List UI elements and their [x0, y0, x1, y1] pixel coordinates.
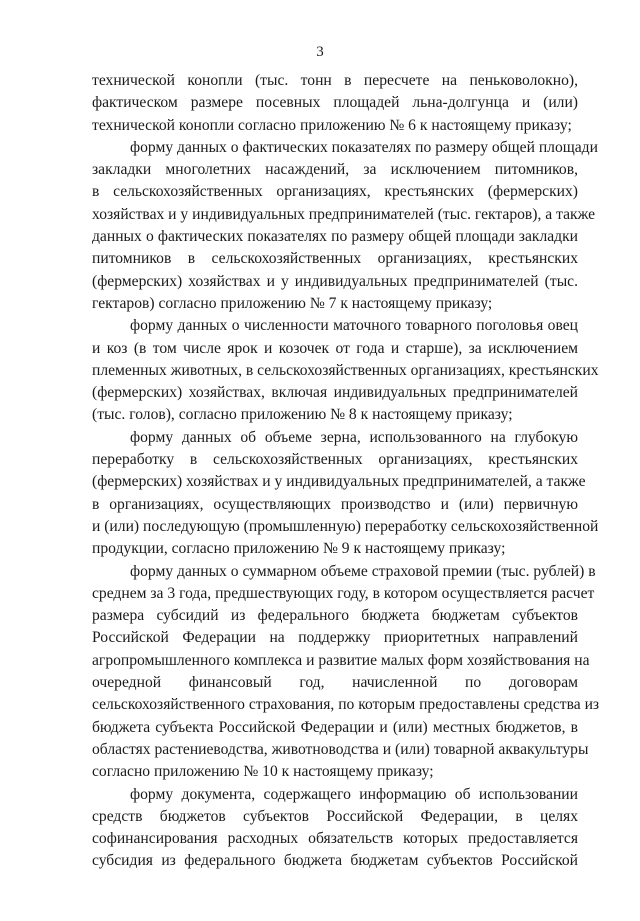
text-line: согласно приложению № 10 к настоящему приказу; — [92, 763, 434, 781]
text-line: хозяйствах и у индивидуальных предпринимателей (тыс. гектаров), а также — [92, 205, 596, 223]
text-line: данных о фактических показателях по размеру общей площади закладки — [92, 228, 578, 246]
text-line: (фермерских) хозяйствах и у индивидуальных предпринимателей, а также — [92, 473, 586, 491]
text-line: бюджета субъекта Российской Федерации и (или) местных бюджетов, в — [92, 718, 578, 736]
text-line: очередной финансовый год, начисленной по договорам — [92, 674, 578, 692]
paragraph-sheep-goats — [92, 315, 599, 426]
text-line: софинансирования расходных обязательств которых предоставляется — [92, 830, 578, 848]
text-line: (фермерских) хозяйствах, включая индивидуальных предпринимателей — [92, 384, 578, 402]
text-line: форму данных о численности маточного товарного поголовья овец — [130, 317, 578, 335]
paragraph-perennial-plantings — [92, 137, 598, 315]
paragraph-hemp-flax — [92, 70, 578, 137]
text-line: Российской Федерации на поддержку приоритетных направлений — [92, 629, 578, 647]
text-line: и коз (в том числе ярок и козочек от года и старше), за исключением — [92, 339, 578, 357]
paragraph-budget-usage-document — [92, 784, 578, 873]
text-line: в сельскохозяйственных организациях, крестьянских (фермерских) — [92, 183, 578, 201]
text-line: переработку в сельскохозяйственных организациях, крестьянских — [92, 451, 578, 469]
text-line: областях растениеводства, животноводства и (или) товарной аквакультуры — [92, 740, 589, 758]
text-line: (тыс. голов), согласно приложению № 8 к настоящему приказу; — [92, 406, 513, 424]
text-line: питомников в сельскохозяйственных организациях, крестьянских — [92, 250, 578, 268]
text-line: племенных животных, в сельскохозяйственных организациях, крестьянских — [92, 361, 599, 379]
text-line: агропромышленного комплекса и развитие малых форм хозяйствования на — [92, 651, 590, 669]
text-line: фактическом размере посевных площадей льна-долгунца и (или) — [92, 94, 578, 112]
text-line: технической конопли (тыс. тонн в пересчете на пеньковолокно), — [92, 72, 578, 89]
text-line: размера субсидий из федерального бюджета бюджетам субъектов — [92, 607, 578, 625]
text-line: среднем за 3 года, предшествующих году, в котором осуществляется расчет — [92, 584, 595, 602]
document-body — [92, 70, 600, 873]
paragraph-insurance-premium — [92, 561, 600, 784]
text-line: (фермерских) хозяйствах и у индивидуальных предпринимателей (тыс. — [92, 272, 578, 290]
text-line: закладки многолетних насаждений, за исключением питомников, — [92, 161, 578, 179]
text-line: и (или) последующую (промышленную) переработку сельскохозяйственной — [92, 517, 599, 535]
text-line: технической конопли согласно приложению № 6 к настоящему приказу; — [92, 116, 572, 134]
text-line: форму документа, содержащего информацию об использовании — [130, 785, 578, 803]
text-line: гектаров) согласно приложению № 7 к настоящему приказу; — [92, 294, 493, 312]
page-number: 3 — [316, 44, 324, 60]
text-line: сельскохозяйственного страхования, по которым предоставлены средства из — [92, 696, 600, 714]
text-line: форму данных о суммарном объеме страховой премии (тыс. рублей) в — [130, 562, 596, 580]
text-line: субсидия из федерального бюджета бюджетам субъектов Российской — [92, 852, 578, 870]
text-line: в организациях, осуществляющих производство и (или) первичную — [92, 495, 578, 513]
paragraph-grain-processing — [92, 427, 599, 561]
text-line: форму данных об объеме зерна, использованного на глубокую — [130, 428, 578, 446]
text-line: средств бюджетов субъектов Российской Федерации, в целях — [92, 807, 578, 825]
text-line: продукции, согласно приложению № 9 к настоящему приказу; — [92, 540, 506, 558]
text-line: форму данных о фактических показателях по размеру общей площади — [130, 138, 598, 156]
